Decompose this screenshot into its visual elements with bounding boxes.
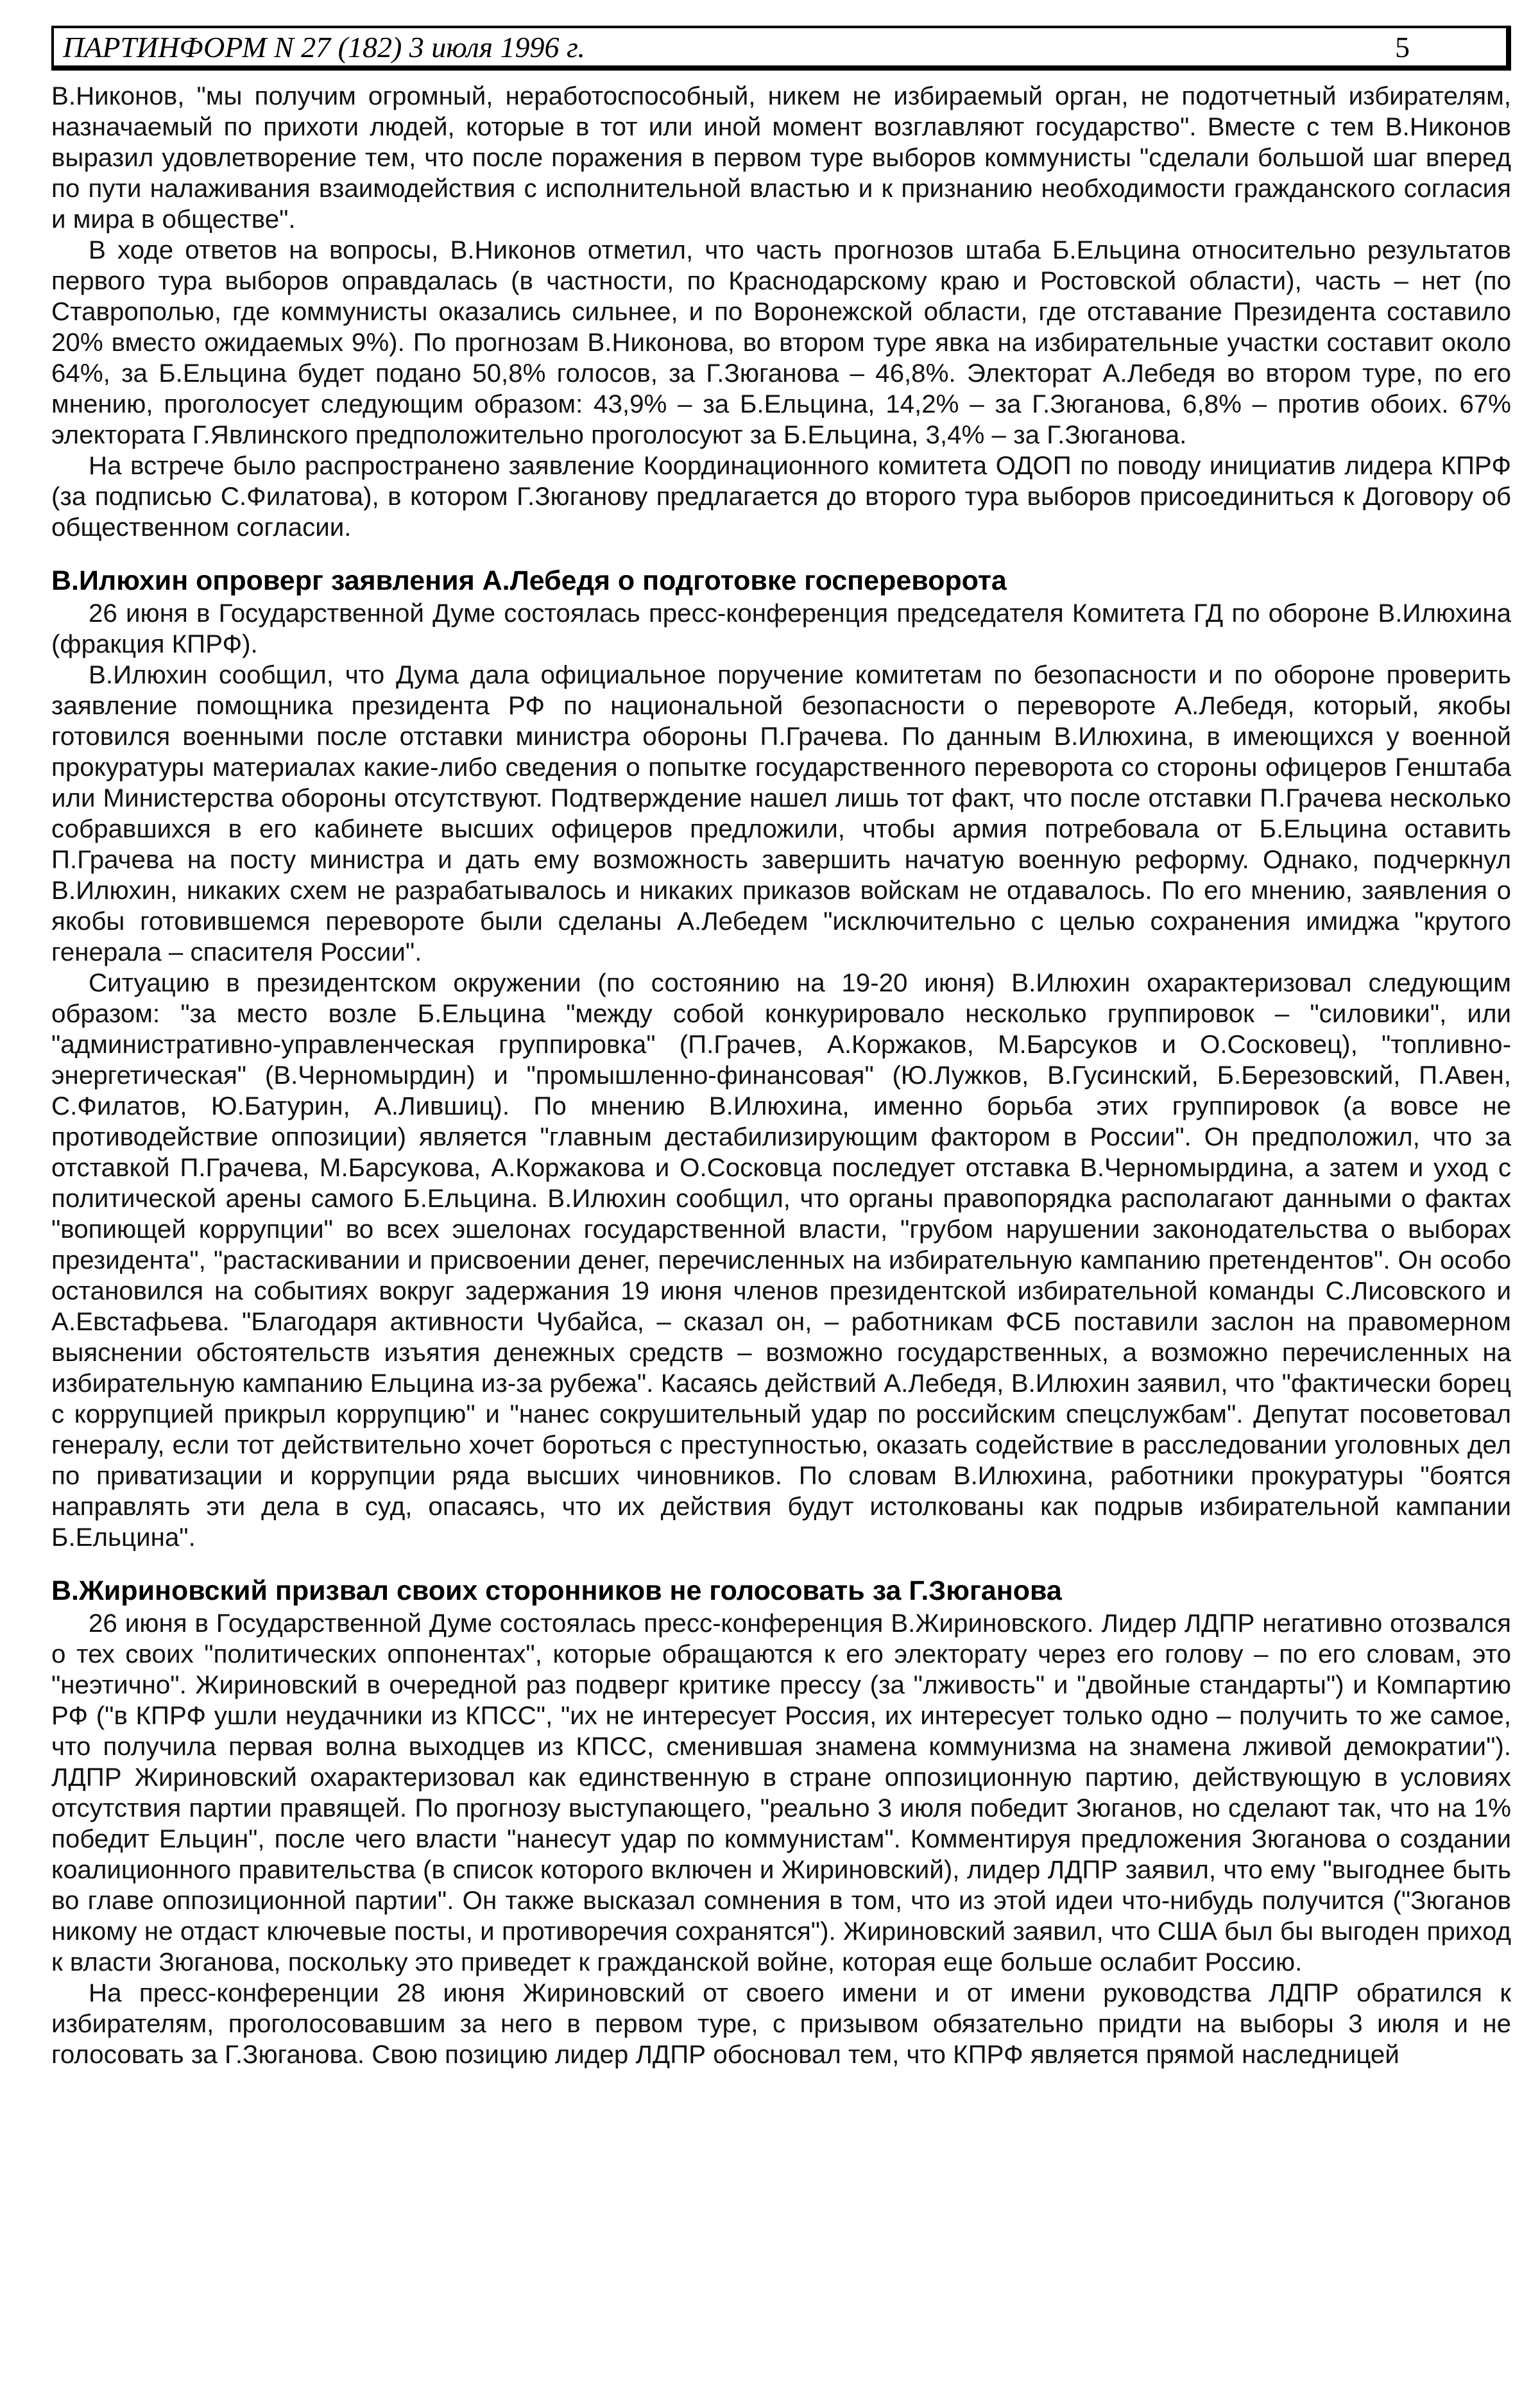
page-header <box>51 26 1511 71</box>
paragraph: 26 июня в Государственной Думе состоялась пресс-конференция В.Жириновского. Лидер ЛДПР негативно отозвался о тех своих "политических оппонентах", которые обращаются к его электорату через его голову – по его словам, это "неэтично". Жириновский в очередной раз подверг критике прессу (за "лживость" и "двойные стандарты") и Компартию РФ ("в КПРФ ушли неудачники из КПСС", "их не интересует Россия, их интересует только одно – получить то же самое, что получила первая волна выходцев из КПСС, сменившая знамена коммунизма на знамена лживой демократии"). ЛДПР Жириновский охарактеризовал как единственную в стране оппозиционную партию, действующую в условиях отсутствия партии правящей. По прогнозу выступающего, "реально 3 июля победит Зюганов, но сделают так, что на 1% победит Ельцин", после чего власти "нанесут удар по коммунистам". Комментируя предложения Зюганова о создании коалиционного правительства (в список которого включен и Жириновский), лидер ЛДПР заявил, что ему "выгоднее быть во главе оппозиционной партии". Он также высказал сомнения в том, что из этой идеи что-нибудь получится ("Зюганов никому не отдаст ключевые посты, и противоречия сохранятся"). Жириновский заявил, что США был бы выгоден приход к власти Зюганова, поскольку это приведет к гражданской войне, которая еще больше ослабит Россию. <box>51 1609 1511 1976</box>
paragraph: В ходе ответов на вопросы, В.Никонов отметил, что часть прогнозов штаба Б.Ельцина относительно результатов первого тура выборов оправдалась (в частности, по Краснодарскому краю и Ростовской области), часть – нет (по Ставрополью, где коммунисты оказались сильнее, и по Воронежской области, где отставание Президента составило 20% вместо ожидаемых 9%). По прогнозам В.Никонова, во втором туре явка на избирательные участки составит около 64%, за Б.Ельцина будет подано 50,8% голосов, за Г.Зюганова – 46,8%. Электорат А.Лебедя во втором туре, по его мнению, проголосует следующим образом: 43,9% – за Б.Ельцина, 14,2% – за Г.Зюганова, 6,8% – против обоих. 67% электората Г.Явлинского предположительно проголосуют за Б.Ельцина, 3,4% – за Г.Зюганова. <box>51 236 1511 449</box>
section-heading-ilyukhin: В.Илюхин опроверг заявления А.Лебедя о подготовке госпереворота <box>51 565 1007 596</box>
paragraph: Ситуацию в президентском окружении (по состоянию на 19-20 июня) В.Илюхин охарактеризовал следующим образом: "за место возле Б.Ельцина "между собой конкурировало несколько группировок – "силовики", или "административно-управленческая группировка" (П.Грачев, А.Коржаков, М.Барсуков и О.Сосковец), "топливно-энергетическая" (В.Черномырдин) и "промышленно-финансовая" (Ю.Лужков, В.Гусинский, Б.Березовский, П.Авен, С.Филатов, Ю.Батурин, А.Лившиц). По мнению В.Илюхина, именно борьба этих группировок (а вовсе не противодействие оппозиции) является "главным дестабилизирующим фактором в России". Он предположил, что за отставкой П.Грачева, М.Барсукова, А.Коржакова и О.Сосковца последует отставка В.Черномырдина, а затем и уход с политической арены самого Б.Ельцина. В.Илюхин сообщил, что органы правопорядка располагают данными о фактах "вопиющей коррупции" во всех эшелонах государственной власти, "грубом нарушении законодательства о выборах президента", "растаскивании и присвоении денег, перечисленных на избирательную кампанию претендентов". Он особо остановился на событиях вокруг задержания 19 июня членов президентской избирательной команды С.Лисовского и А.Евстафьева. "Благодаря активности Чубайса, – сказал он, – работникам ФСБ поставили заслон на правомерном выяснении обстоятельств изъятия денежных средств – возможно государственных, а возможно перечисленных на избирательную кампанию Ельцина из-за рубежа". Касаясь действий А.Лебедя, В.Илюхин заявил, что "фактически борец с коррупцией прикрыл коррупцию" и "нанес сокрушительный удар по российским спецслужбам". Депутат посоветовал генералу, если тот действительно хочет бороться с преступностью, оказать содействие в расследовании уголовных дел по приватизации и коррупции ряда высших чиновников. По словам В.Илюхина, работники прокуратуры "боятся направлять эти дела в суд, опасаясь, что их действия будут истолкованы как подрыв избирательной кампании Б.Ельцина". <box>51 968 1511 1552</box>
section-heading-zhirinovsky: В.Жириновский призвал своих сторонников не голосовать за Г.Зюганова <box>51 1575 1062 1606</box>
page <box>51 26 1511 2070</box>
header-title: ПАРТИНФОРМ N 27 (182) 3 июля 1996 г. <box>63 31 585 64</box>
page-number: 5 <box>1395 31 1410 64</box>
paragraph: В.Илюхин сообщил, что Дума дала официальное поручение комитетам по безопасности и по обороне проверить заявление помощника президента РФ по национальной безопасности о перевороте А.Лебедя, который, якобы готовился военными после отставки министра обороны П.Грачева. По данным В.Илюхина, в имеющихся у военной прокуратуры материалах какие-либо сведения о попытке государственного переворота со стороны офицеров Генштаба или Министерства обороны отсутствуют. Подтверждение нашел лишь тот факт, что после отставки П.Грачева несколько собравшихся в его кабинете высших офицеров предложили, чтобы армия потребовала от Б.Ельцина оставить П.Грачева на посту министра и дать ему возможность завершить начатую военную реформу. Однако, подчеркнул В.Илюхин, никаких схем не разрабатывалось и никаких приказов войскам не отдавалось. По его мнению, заявления о якобы готовившемся перевороте были сделаны А.Лебедем "исключительно с целью сохранения имиджа "крутого генерала – спасителя России". <box>51 660 1511 966</box>
article-body <box>51 81 1511 2070</box>
paragraph: В.Никонов, "мы получим огромный, неработоспособный, никем не избираемый орган, не подотчетный избирателям, назначаемый по прихоти людей, которые в тот или иной момент возглавляют государство". Вместе с тем В.Никонов выразил удовлетворение тем, что после поражения в первом туре выборов коммунисты "сделали большой шаг вперед по пути налаживания взаимодействия с исполнительной властью и к признанию необходимости гражданского согласия и мира в обществе". <box>51 81 1511 234</box>
paragraph: На пресс-конференции 28 июня Жириновский от своего имени и от имени руководства ЛДПР обратился к избирателям, проголосовавшим за него в первом туре, с призывом обязательно придти на выборы 3 июля и не голосовать за Г.Зюганова. Свою позицию лидер ЛДПР обосновал тем, что КПРФ является прямой наследницей <box>51 1978 1511 2069</box>
paragraph: На встрече было распространено заявление Координационного комитета ОДОП по поводу инициатив лидера КПРФ (за подписью С.Филатова), в котором Г.Зюганову предлагается до второго тура выборов присоединиться к Договору об общественном согласии. <box>51 451 1511 542</box>
paragraph: 26 июня в Государственной Думе состоялась пресс-конференция председателя Комитета ГД по обороне В.Илюхина (фракция КПРФ). <box>51 599 1511 658</box>
